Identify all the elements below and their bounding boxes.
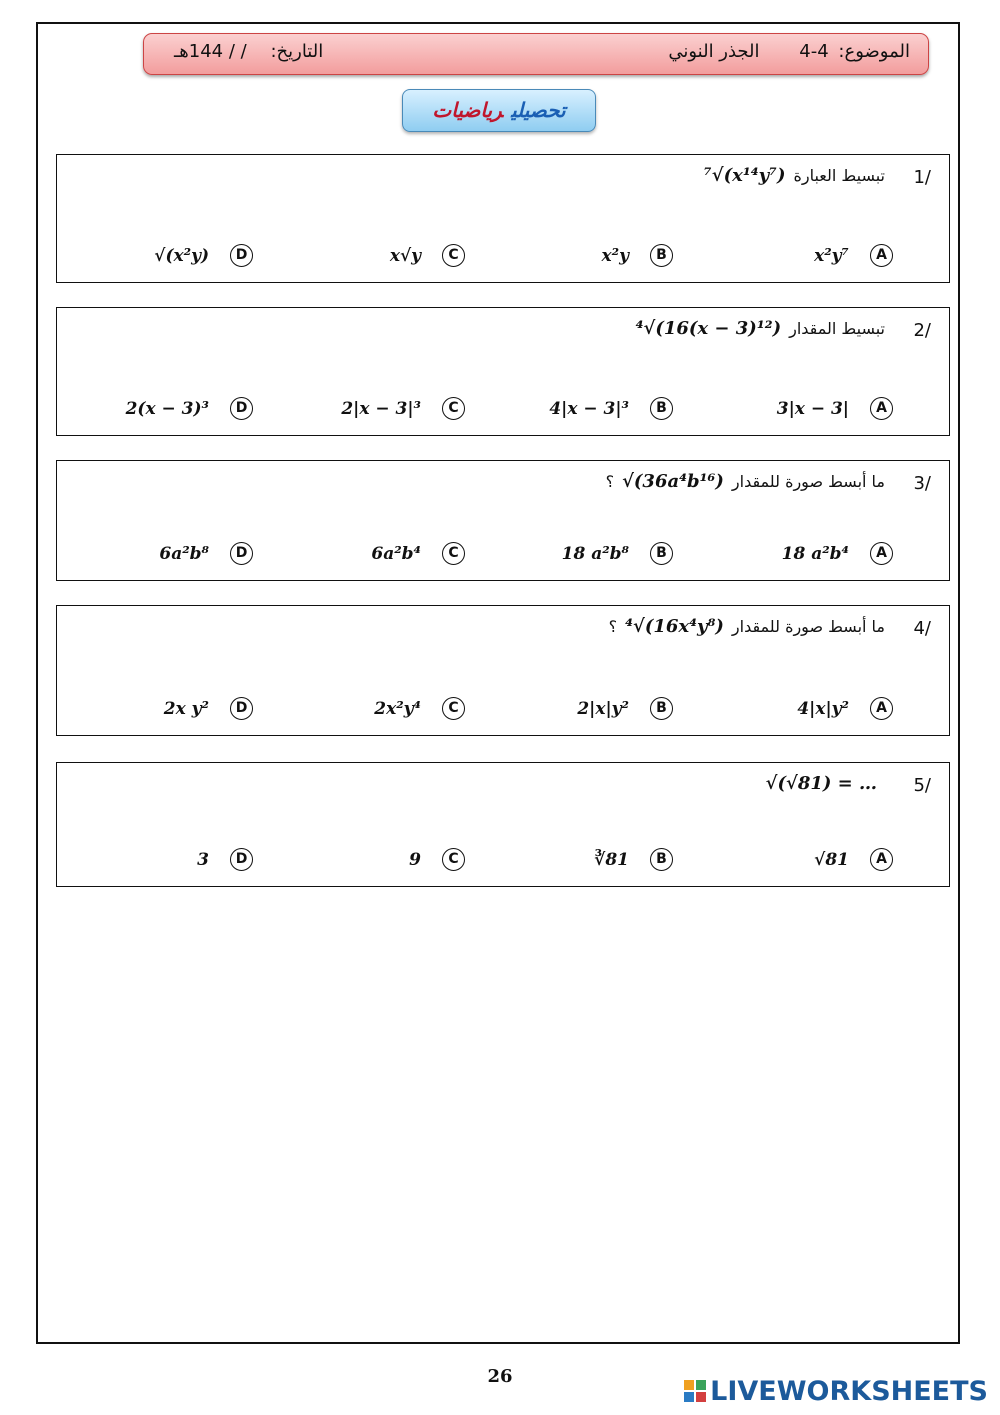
option-c[interactable]: [275, 697, 465, 723]
option-letter-circle[interactable]: B: [650, 542, 673, 565]
question-expression: ⁴√(16(x − 3)¹²): [635, 318, 782, 339]
question-prompt: تبسيط العبارة: [793, 166, 885, 185]
option-letter-circle[interactable]: B: [650, 244, 673, 267]
option-letter-circle[interactable]: D: [230, 697, 253, 720]
option-letter-circle[interactable]: D: [230, 542, 253, 565]
option-a[interactable]: [703, 848, 893, 874]
option-value: √81: [814, 850, 849, 870]
option-value: 6a²b⁸: [159, 544, 209, 564]
logo-badge: [402, 89, 596, 132]
option-letter-circle[interactable]: D: [230, 848, 253, 871]
question-mark: ؟: [605, 472, 615, 491]
question-expression: √(36a⁴b¹⁶): [622, 471, 724, 492]
option-value: 2(x − 3)³: [125, 399, 209, 419]
option-letter-circle[interactable]: C: [442, 697, 465, 720]
question-expression: ⁴√(16x⁴y⁸): [625, 616, 724, 637]
brand-grid-icon: [684, 1380, 706, 1402]
option-letter-circle[interactable]: C: [442, 397, 465, 420]
question-number: 2/: [913, 320, 931, 341]
date: [174, 41, 323, 62]
option-letter-circle[interactable]: D: [230, 397, 253, 420]
date-label: التاريخ:: [270, 41, 324, 62]
date-value: / / 144هـ: [174, 41, 247, 62]
option-letter-circle[interactable]: A: [870, 542, 893, 565]
option-c[interactable]: [275, 542, 465, 568]
question-4: [56, 605, 950, 736]
option-value: 4|x − 3|³: [549, 399, 629, 419]
option-b[interactable]: [483, 848, 673, 874]
option-value: 18 a²b⁴: [781, 544, 849, 564]
option-value: ∛81: [594, 850, 629, 870]
question-text: [758, 773, 885, 794]
option-letter-circle[interactable]: C: [442, 848, 465, 871]
option-value: 9: [409, 850, 421, 870]
logo-word-2: رياضيات: [432, 98, 504, 122]
question-prompt: تبسيط المقدار: [789, 319, 885, 338]
option-value: 2x²y⁴: [374, 699, 421, 719]
option-b[interactable]: [483, 542, 673, 568]
option-value: 3|x − 3|: [776, 399, 849, 419]
topic: [668, 41, 910, 62]
question-prompt: ما أبسط صورة للمقدار: [731, 472, 885, 491]
option-value: 2|x − 3|³: [341, 399, 421, 419]
question-prompt: ما أبسط صورة للمقدار: [731, 617, 885, 636]
option-c[interactable]: [275, 244, 465, 270]
question-text: [609, 616, 885, 637]
option-value: √(x²y): [154, 246, 209, 266]
option-value: 6a²b⁴: [371, 544, 421, 564]
option-letter-circle[interactable]: C: [442, 542, 465, 565]
question-expression: √(√81) = …: [765, 773, 877, 794]
option-value: 2|x|y²: [577, 699, 629, 719]
question-text: [696, 165, 885, 186]
option-d[interactable]: [63, 848, 253, 874]
option-a[interactable]: [703, 244, 893, 270]
question-mark: ؟: [608, 617, 618, 636]
question-expression: ⁷√(x¹⁴y⁷): [703, 165, 786, 186]
question-3: [56, 460, 950, 581]
option-a[interactable]: [703, 697, 893, 723]
question-text: [606, 471, 885, 492]
option-b[interactable]: [483, 244, 673, 270]
option-letter-circle[interactable]: A: [870, 244, 893, 267]
option-d[interactable]: [63, 697, 253, 723]
question-1: [56, 154, 950, 283]
header-bar: [143, 33, 929, 75]
option-value: 18 a²b⁸: [561, 544, 629, 564]
option-b[interactable]: [483, 397, 673, 423]
logo-word-1: تحصيلي: [511, 98, 566, 122]
option-d[interactable]: [63, 244, 253, 270]
option-letter-circle[interactable]: A: [870, 397, 893, 420]
option-letter-circle[interactable]: A: [870, 697, 893, 720]
option-letter-circle[interactable]: B: [650, 848, 673, 871]
page-number: 26: [487, 1366, 513, 1387]
option-d[interactable]: [63, 542, 253, 568]
option-letter-circle[interactable]: B: [650, 397, 673, 420]
lesson-name: الجذر النوني: [668, 41, 760, 62]
option-value: x²y: [601, 246, 629, 266]
topic-label: الموضوع:: [838, 41, 910, 62]
option-letter-circle[interactable]: A: [870, 848, 893, 871]
option-letter-circle[interactable]: B: [650, 697, 673, 720]
option-b[interactable]: [483, 697, 673, 723]
brand-logo: [684, 1376, 988, 1407]
option-a[interactable]: [703, 397, 893, 423]
option-c[interactable]: [275, 397, 465, 423]
option-d[interactable]: [63, 397, 253, 423]
brand-text: LIVEWORKSHEETS: [710, 1376, 988, 1407]
question-number: 4/: [913, 618, 931, 639]
option-letter-circle[interactable]: C: [442, 244, 465, 267]
option-value: 3: [197, 850, 209, 870]
question-number: 3/: [913, 473, 931, 494]
option-c[interactable]: [275, 848, 465, 874]
option-letter-circle[interactable]: D: [230, 244, 253, 267]
question-2: [56, 307, 950, 436]
lesson-number: 4-4: [799, 41, 829, 62]
question-number: 1/: [913, 167, 931, 188]
option-a[interactable]: [703, 542, 893, 568]
option-value: 4|x|y²: [797, 699, 849, 719]
question-5: [56, 762, 950, 887]
option-value: 2x y²: [163, 699, 209, 719]
question-text: [628, 318, 885, 339]
option-value: x²y⁷: [814, 246, 849, 266]
question-number: 5/: [913, 775, 931, 796]
option-value: x√y: [389, 246, 421, 266]
